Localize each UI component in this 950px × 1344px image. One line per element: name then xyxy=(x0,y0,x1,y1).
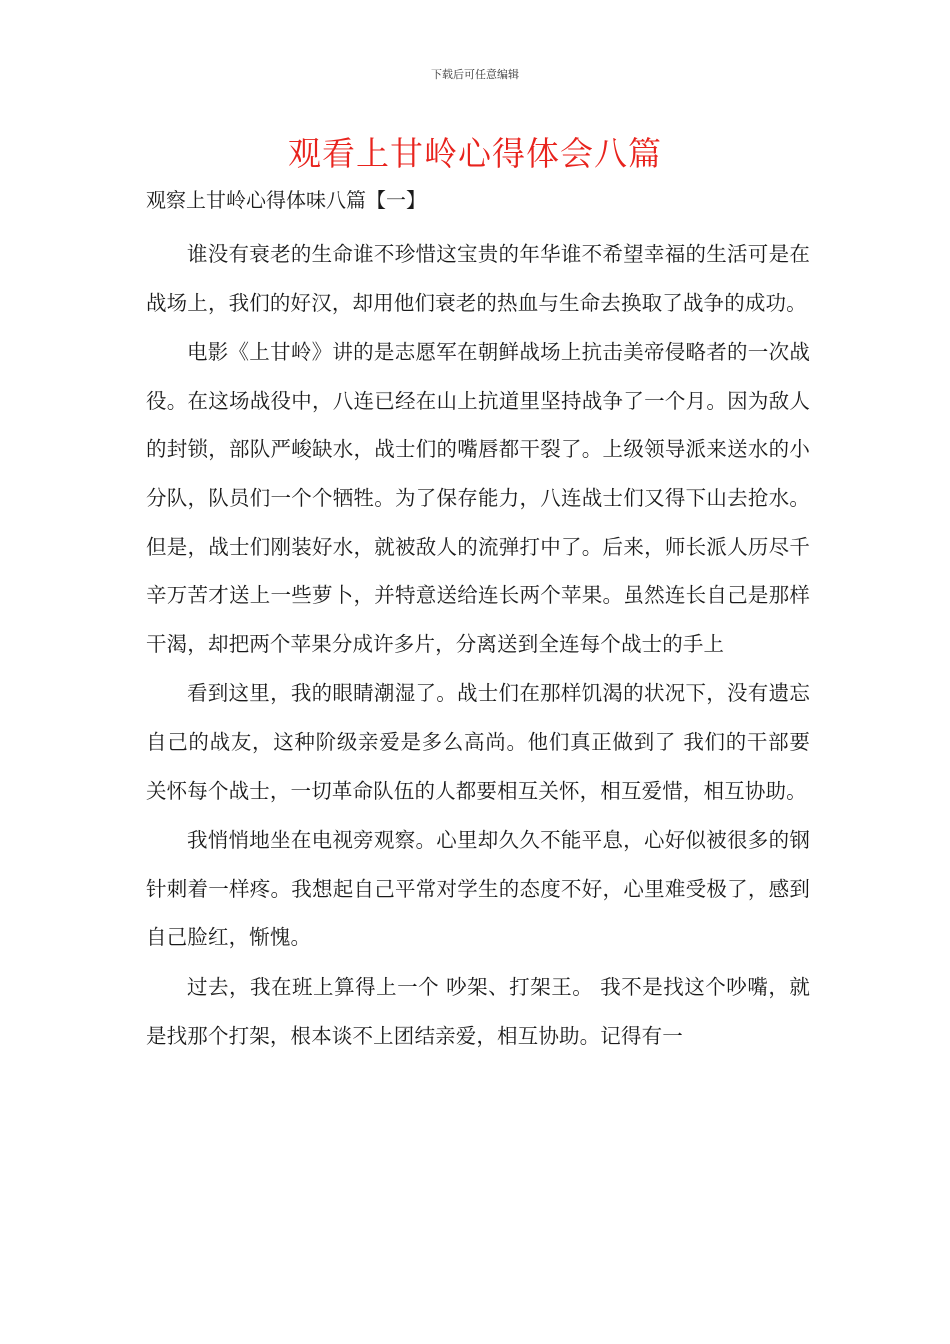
paragraph-3: 看到这里，我的眼睛潮湿了。战士们在那样饥渴的状况下，没有遗忘自己的战友，这种阶级亲爱是多么高尚。他们真正做到了 我们的干部要关怀每个战士，一切革命队伍的人都要相互关怀，相互爱惜，相互协助。 xyxy=(146,681,810,803)
body-text xyxy=(146,230,810,1061)
paragraph-1: 谁没有衰老的生命谁不珍惜这宝贵的年华谁不希望幸福的生活可是在战场上，我们的好汉，却用他们衰老的热血与生命去换取了战争的成功。 xyxy=(146,242,810,315)
header-note: 下载后可任意编辑 xyxy=(431,68,519,81)
document-title: 观看上甘岭心得体会八篇 xyxy=(288,134,662,173)
paragraph-2: 电影《上甘岭》讲的是志愿军在朝鲜战场上抗击美帝侵略者的一次战役。在这场战役中，八连已经在山上抗道里坚持战争了一个月。因为敌人的封锁，部队严峻缺水，战士们的嘴唇都干裂了。上级领导派来送水的小分队，队员们一个个牺牲。为了保存能力，八连战士们又得下山去抢水。但是，战士们刚装好水，就被敌人的流弹打中了。后来，师长派人历尽千辛万苦才送上一些萝卜，并特意送给连长两个苹果。虽然连长自己是那样干渴，却把两个苹果分成许多片，分离送到全连每个战士的手上 xyxy=(146,340,810,656)
section-heading: 观察上甘岭心得体味八篇【一】 xyxy=(146,188,426,212)
paragraph-4: 我悄悄地坐在电视旁观察。心里却久久不能平息，心好似被很多的钢针刺着一样疼。我想起自己平常对学生的态度不好，心里难受极了，感到自己脸红，惭愧。 xyxy=(146,828,810,950)
paragraph-5: 过去，我在班上算得上一个 吵架、打架王。 我不是找这个吵嘴，就是找那个打架，根本谈不上团结亲爱，相互协助。记得有一 xyxy=(146,974,810,1048)
